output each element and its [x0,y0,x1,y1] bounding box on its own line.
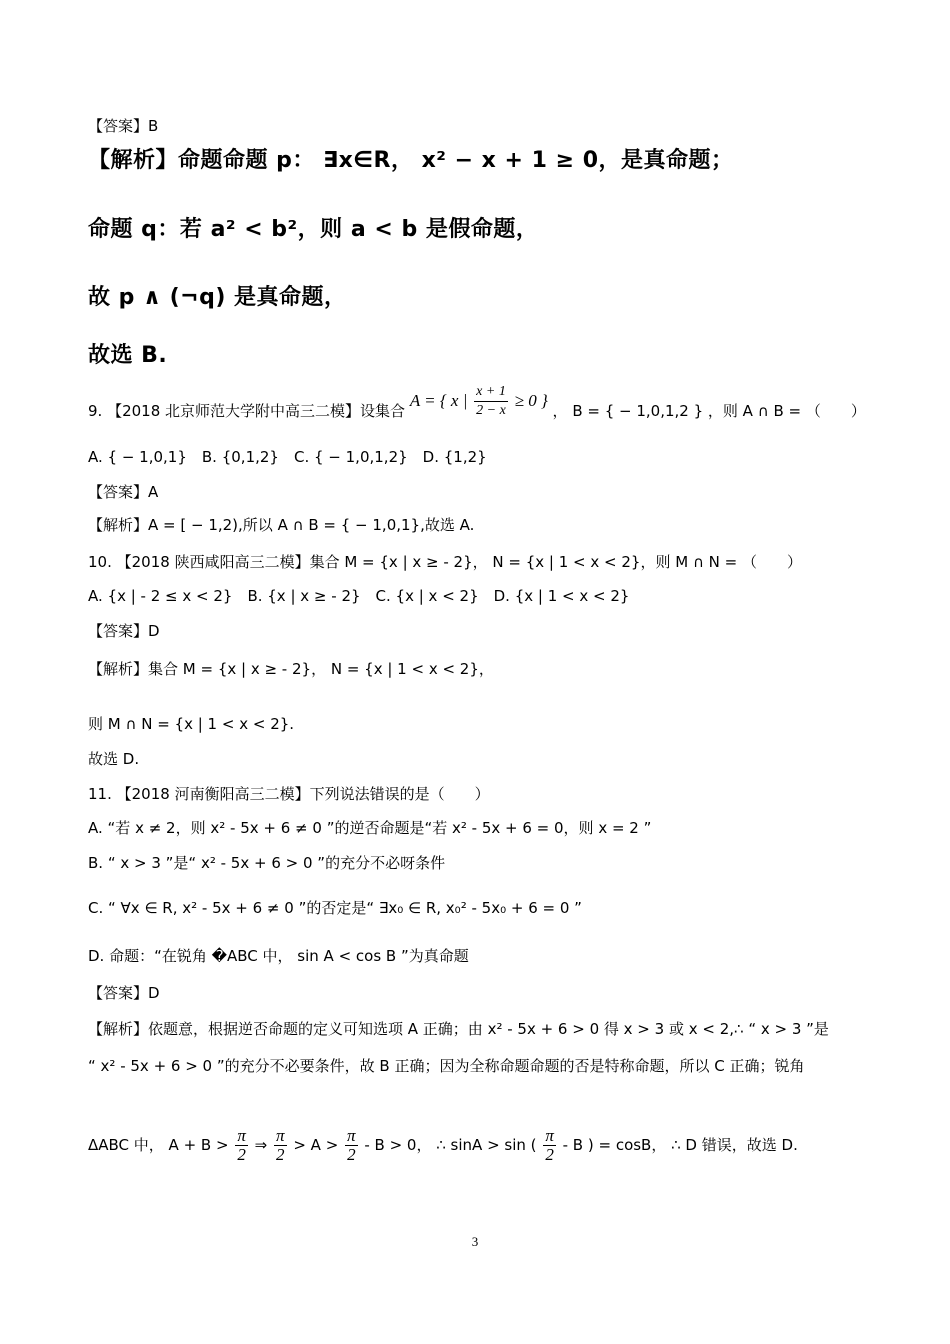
pi-over-2-fraction [235,1127,248,1164]
q9-set-a-left: A = { x | [409,391,468,410]
q11-analysis-segment-5: - B ) = cosB， ∴ D 错误，故选 D. [562,1136,798,1154]
q10-analysis-line-3: 故选 D. [88,750,140,768]
q9-fraction-numerator: x + 1 [474,383,508,402]
pi-over-2-fraction [543,1127,556,1164]
q8-answer: 【答案】B [88,117,159,135]
q9-options: A. { − 1,0,1} B. {0,1,2} C. { − 1,0,1,2} D. {1,2} [88,448,487,466]
q11-option-a: A. “若 x ≠ 2，则 x² - 5x + 6 ≠ 0 ”的逆否命题是“若 x² - 5x + 6 = 0，则 x = 2 ” [88,819,652,837]
fraction-numerator: π [545,1126,554,1145]
q8-analysis-line-3: 故 p ∧ (¬q) 是真命题， [88,285,347,310]
q9-set-a-fraction [474,383,508,420]
q9-set-a-right: ≥ 0 } [514,391,548,410]
q9-answer: 【答案】A [88,483,159,501]
fraction-denominator: 2 [347,1145,356,1164]
q10-answer: 【答案】D [88,622,160,640]
q11-option-d: D. 命题：“在锐角 �ABC 中， sin A < cos B ”为真命题 [88,947,469,965]
q10-analysis-line-1: 【解析】集合 M = {x | x ≥ - 2}， N = {x | 1 < x < 2}， [88,660,494,678]
q11-option-b: B. “ x > 3 ”是“ x² - 5x + 6 > 0 ”的充分不必呀条件 [88,854,446,872]
q9-fraction-denominator: 2 − x [476,403,506,418]
q10-analysis-line-2: 则 M ∩ N = {x | 1 < x < 2}. [88,715,295,733]
q11-answer: 【答案】D [88,984,160,1002]
pi-over-2-fraction [274,1127,287,1164]
fraction-numerator: π [347,1126,356,1145]
q9-analysis: 【解析】A = [ − 1,2),所以 A ∩ B = { − 1,0,1},故选 A. [88,516,475,534]
page-number: 3 [471,1234,479,1249]
q9-stem-prefix: 9. 【2018 北京师范大学附中高三二模】设集合 [88,402,406,420]
q9-stem-suffix: ， B = { − 1,0,1,2 } ，则 A ∩ B = （ ） [552,402,866,420]
q11-analysis-line-3 [88,1125,798,1165]
q11-analysis-segment-3: > A > [293,1136,339,1154]
q11-analysis-line-1: 【解析】依题意，根据逆否命题的定义可知选项 A 正确；由 x² - 5x + 6 > 0 得 x > 3 或 x < 2,∴ “ x > 3 ”是 [88,1020,829,1038]
pi-over-2-fraction [345,1127,358,1164]
q9-set-a [409,384,553,418]
q11-stem: 11. 【2018 河南衡阳高三二模】下列说法错误的是（ ） [88,785,490,803]
q11-analysis-segment-1: ΔABC 中， A + B > [88,1136,229,1154]
q8-analysis-line-4: 故选 B. [88,343,168,368]
fraction-denominator: 2 [276,1145,285,1164]
q10-options: A. {x | - 2 ≤ x < 2} B. {x | x ≥ - 2} C. {x | x < 2} D. {x | 1 < x < 2} [88,587,630,605]
q11-analysis-segment-2: ⇒ [254,1136,268,1154]
fraction-numerator: π [237,1126,246,1145]
fraction-numerator: π [276,1126,285,1145]
q10-stem: 10. 【2018 陕西咸阳高三二模】集合 M = {x | x ≥ - 2}， N = {x | 1 < x < 2}，则 M ∩ N = （ ） [88,553,803,571]
q11-option-c: C. “ ∀x ∈ R, x² - 5x + 6 ≠ 0 ”的否定是“ ∃x₀ ∈ R, x₀² - 5x₀ + 6 = 0 ” [88,899,582,917]
q8-analysis-line-2: 命题 q：若 a² < b²，则 a < b 是假命题， [88,217,539,242]
fraction-denominator: 2 [545,1145,554,1164]
q11-analysis-segment-4: - B > 0， ∴ sinA > sin ( [364,1136,537,1154]
q9-stem [88,384,866,430]
q11-analysis-line-2: “ x² - 5x + 6 > 0 ”的充分不必要条件，故 B 正确；因为全称命题命题的否是特称命题，所以 C 正确；锐角 [88,1057,805,1075]
fraction-denominator: 2 [237,1145,246,1164]
q8-analysis-line-1: 【解析】命题命题 p： ∃x∈R， x² − x + 1 ≥ 0，是真命题； [88,148,734,173]
